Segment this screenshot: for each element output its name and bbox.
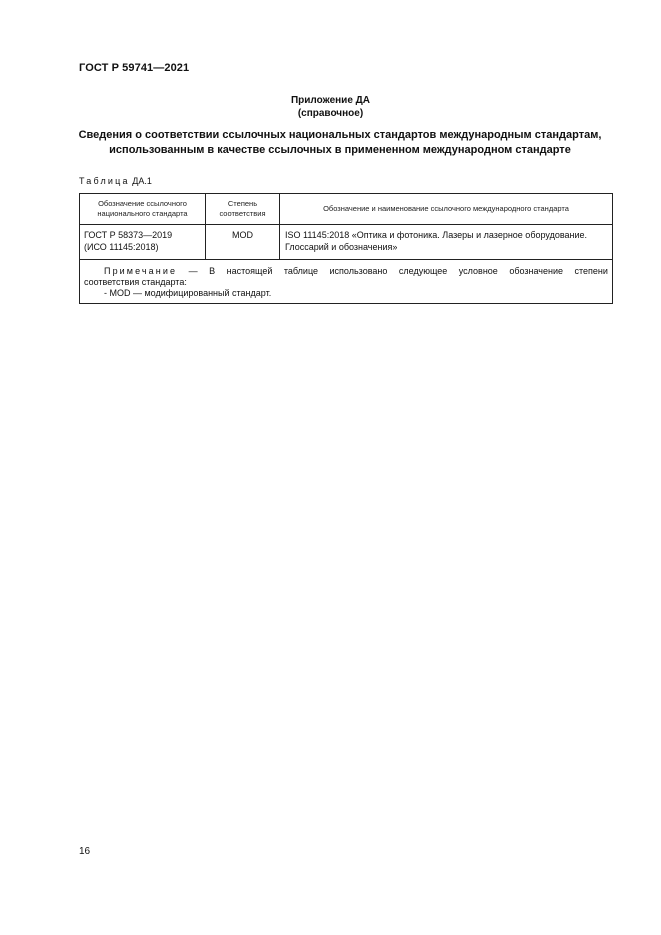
- table-caption: [79, 176, 152, 186]
- note-line-1: [84, 266, 608, 277]
- appendix-title: Приложение ДА: [290, 95, 371, 106]
- table-row: [80, 225, 613, 260]
- appendix-subtitle: (справочное): [297, 108, 364, 119]
- note-word: степени: [574, 266, 608, 276]
- cell-national-standard: [80, 225, 206, 260]
- table-caption-number: ДА.1: [132, 176, 152, 186]
- note-line-2: соответствия стандарта:: [84, 277, 187, 287]
- note-word: настоящей: [226, 266, 273, 276]
- header-national-standard: [80, 194, 206, 225]
- note-word: обозначение: [509, 266, 563, 276]
- table-caption-prefix: Таблица: [79, 176, 130, 186]
- header-national-standard-line-1: Обозначение ссылочного: [98, 199, 187, 208]
- national-standard-code: ГОСТ Р 58373—2019: [84, 230, 173, 240]
- table-header-row: [80, 194, 613, 225]
- note-word: использовано: [329, 266, 388, 276]
- cell-international-standard: [280, 225, 613, 260]
- note-item: - MOD — модифицированный стандарт.: [104, 288, 272, 298]
- note-word: следующее: [398, 266, 448, 276]
- header-international-standard-line-1: Обозначение и наименование ссылочного международного стандарта: [323, 204, 569, 213]
- header-degree-line-1: Степень: [227, 199, 258, 208]
- cell-degree: MOD: [206, 225, 280, 260]
- header-degree-line-2: соответствия: [219, 209, 266, 218]
- note-word: условное: [458, 266, 498, 276]
- section-title-line-1: Сведения о соответствии ссылочных национальных стандартов международным стандартам,: [78, 129, 602, 141]
- table-note-row: [80, 260, 613, 304]
- note-prefix: Примечание: [104, 266, 178, 276]
- table-note: [80, 260, 613, 304]
- header-international-standard: [280, 194, 613, 225]
- note-dash: —: [188, 266, 198, 276]
- international-standard-line-2: Глоссарий и обозначения»: [285, 242, 398, 252]
- section-title: [60, 128, 620, 158]
- international-standard-line-1: ISO 11145:2018 «Оптика и фотоника. Лазеры и лазерное оборудование.: [285, 230, 588, 240]
- section-title-line-2: использованным в качестве ссылочных в примененном международном стандарте: [109, 144, 571, 156]
- note-word: В: [209, 266, 216, 276]
- note-word: таблице: [283, 266, 319, 276]
- appendix-heading: [0, 94, 661, 120]
- header-degree: [206, 194, 280, 225]
- document-code: ГОСТ Р 59741—2021: [79, 62, 190, 74]
- header-national-standard-line-2: национального стандарта: [97, 209, 188, 218]
- national-standard-iso-ref: (ИСО 11145:2018): [84, 242, 159, 252]
- page-number: 16: [79, 846, 91, 857]
- standards-correspondence-table: [79, 193, 613, 304]
